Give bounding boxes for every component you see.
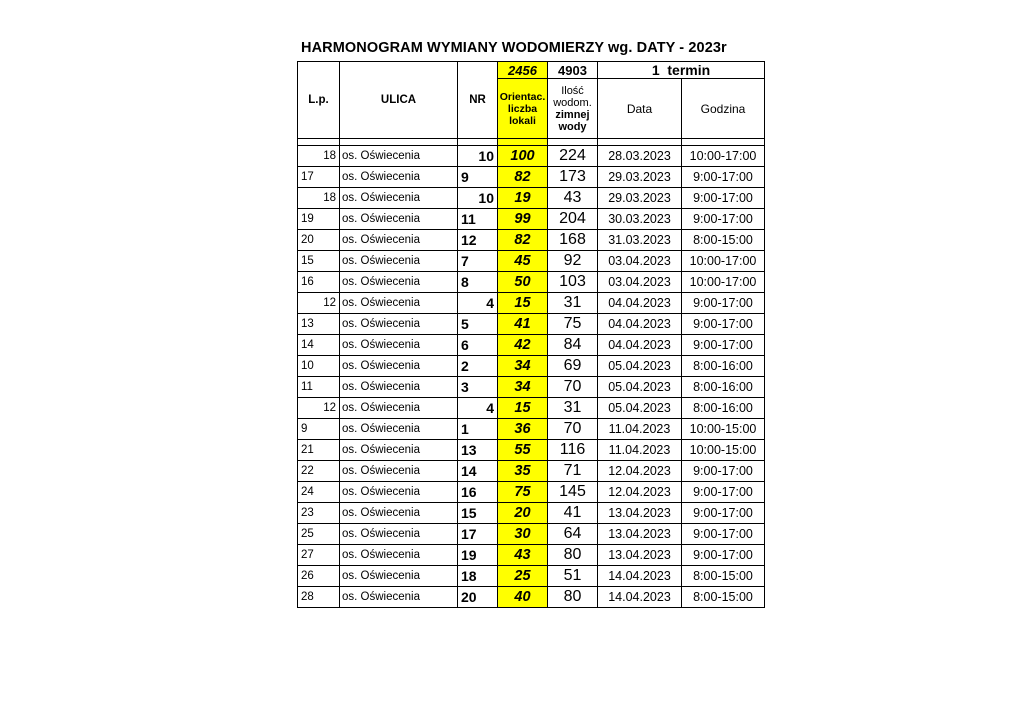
row-lp: 16 (298, 272, 340, 293)
header-nr: NR (458, 62, 498, 139)
header-data: Data (598, 79, 682, 139)
row-lp: 26 (298, 566, 340, 587)
row-nr: 10 (458, 188, 498, 209)
row-lokale: 42 (498, 335, 548, 356)
row-nr: 9 (458, 167, 498, 188)
row-hours: 9:00-17:00 (682, 482, 765, 503)
table-row (298, 209, 765, 230)
row-lp: 9 (298, 419, 340, 440)
row-lokale: 43 (498, 545, 548, 566)
row-lp: 22 (298, 461, 340, 482)
row-street: os. Oświecenia (340, 482, 458, 503)
row-hours: 9:00-17:00 (682, 167, 765, 188)
row-street: os. Oświecenia (340, 230, 458, 251)
row-hours: 10:00-17:00 (682, 146, 765, 167)
row-nr: 11 (458, 209, 498, 230)
header-orientac (498, 79, 548, 139)
row-hours: 9:00-17:00 (682, 545, 765, 566)
row-nr: 17 (458, 524, 498, 545)
table-row (298, 545, 765, 566)
header-ilosc-line4: wody (558, 120, 587, 133)
row-date: 31.03.2023 (598, 230, 682, 251)
row-nr: 13 (458, 440, 498, 461)
row-wodomierze: 71 (548, 461, 598, 482)
table-row (298, 167, 765, 188)
row-date: 14.04.2023 (598, 587, 682, 608)
row-wodomierze: 70 (548, 419, 598, 440)
row-nr: 15 (458, 503, 498, 524)
table-row (298, 146, 765, 167)
header-ilosc-line2: wodom. (553, 96, 592, 109)
row-lokale: 50 (498, 272, 548, 293)
row-street: os. Oświecenia (340, 335, 458, 356)
row-date: 12.04.2023 (598, 461, 682, 482)
row-lokale: 34 (498, 377, 548, 398)
row-hours: 9:00-17:00 (682, 314, 765, 335)
header-ulica: ULICA (340, 62, 458, 139)
row-hours: 8:00-15:00 (682, 230, 765, 251)
row-hours: 8:00-16:00 (682, 398, 765, 419)
header-lp: L.p. (298, 62, 340, 139)
row-street: os. Oświecenia (340, 398, 458, 419)
row-wodomierze: 92 (548, 251, 598, 272)
row-lokale: 100 (498, 146, 548, 167)
header-ilosc-line1: Ilość (561, 84, 584, 97)
row-date: 13.04.2023 (598, 524, 682, 545)
row-lokale: 15 (498, 398, 548, 419)
row-nr: 6 (458, 335, 498, 356)
row-hours: 9:00-17:00 (682, 335, 765, 356)
row-lokale: 25 (498, 566, 548, 587)
table-row (298, 566, 765, 587)
row-lokale: 82 (498, 167, 548, 188)
row-nr: 14 (458, 461, 498, 482)
row-street: os. Oświecenia (340, 167, 458, 188)
row-wodomierze: 41 (548, 503, 598, 524)
row-lp: 19 (298, 209, 340, 230)
row-street: os. Oświecenia (340, 293, 458, 314)
table-row (298, 482, 765, 503)
row-lokale: 41 (498, 314, 548, 335)
row-hours: 8:00-16:00 (682, 377, 765, 398)
row-wodomierze: 116 (548, 440, 598, 461)
row-street: os. Oświecenia (340, 419, 458, 440)
row-wodomierze: 168 (548, 230, 598, 251)
row-lp: 12 (298, 293, 340, 314)
header-orientac-line3: lokali (509, 114, 536, 127)
header-orientac-line2: liczba (507, 102, 538, 115)
row-date: 28.03.2023 (598, 146, 682, 167)
header-godzina: Godzina (682, 79, 765, 139)
row-date: 30.03.2023 (598, 209, 682, 230)
row-wodomierze: 173 (548, 167, 598, 188)
row-street: os. Oświecenia (340, 146, 458, 167)
row-nr: 10 (458, 146, 498, 167)
row-lokale: 45 (498, 251, 548, 272)
row-lp: 10 (298, 356, 340, 377)
row-date: 04.04.2023 (598, 335, 682, 356)
row-hours: 9:00-17:00 (682, 503, 765, 524)
row-lokale: 75 (498, 482, 548, 503)
row-nr: 5 (458, 314, 498, 335)
header-orientac-line1: Orientac. (499, 90, 546, 103)
row-hours: 10:00-17:00 (682, 272, 765, 293)
row-date: 04.04.2023 (598, 293, 682, 314)
row-hours: 10:00-15:00 (682, 440, 765, 461)
total-lokali: 2456 (498, 62, 548, 79)
row-lp: 20 (298, 230, 340, 251)
table-row (298, 587, 765, 608)
table-row (298, 230, 765, 251)
row-street: os. Oświecenia (340, 440, 458, 461)
row-wodomierze: 224 (548, 146, 598, 167)
row-date: 03.04.2023 (598, 251, 682, 272)
row-hours: 10:00-15:00 (682, 419, 765, 440)
row-wodomierze: 70 (548, 377, 598, 398)
row-date: 11.04.2023 (598, 419, 682, 440)
table-row (298, 440, 765, 461)
table-row (298, 398, 765, 419)
row-date: 13.04.2023 (598, 503, 682, 524)
row-street: os. Oświecenia (340, 545, 458, 566)
row-lokale: 19 (498, 188, 548, 209)
row-wodomierze: 43 (548, 188, 598, 209)
row-street: os. Oświecenia (340, 272, 458, 293)
row-street: os. Oświecenia (340, 356, 458, 377)
row-lokale: 20 (498, 503, 548, 524)
row-street: os. Oświecenia (340, 188, 458, 209)
row-lp: 25 (298, 524, 340, 545)
table-row (298, 419, 765, 440)
table-row (298, 461, 765, 482)
row-nr: 4 (458, 293, 498, 314)
row-nr: 7 (458, 251, 498, 272)
row-hours: 8:00-15:00 (682, 587, 765, 608)
row-lp: 21 (298, 440, 340, 461)
row-lp: 24 (298, 482, 340, 503)
row-nr: 1 (458, 419, 498, 440)
row-lp: 17 (298, 167, 340, 188)
row-hours: 9:00-17:00 (682, 524, 765, 545)
table-row (298, 251, 765, 272)
table-row (298, 188, 765, 209)
row-lokale: 30 (498, 524, 548, 545)
row-hours: 8:00-16:00 (682, 356, 765, 377)
row-street: os. Oświecenia (340, 251, 458, 272)
row-date: 05.04.2023 (598, 398, 682, 419)
row-wodomierze: 84 (548, 335, 598, 356)
termin-header: 1 termin (598, 62, 765, 79)
row-wodomierze: 103 (548, 272, 598, 293)
row-lokale: 34 (498, 356, 548, 377)
row-date: 29.03.2023 (598, 167, 682, 188)
table-row (298, 314, 765, 335)
row-lokale: 35 (498, 461, 548, 482)
row-date: 04.04.2023 (598, 314, 682, 335)
row-date: 05.04.2023 (598, 377, 682, 398)
row-lp: 11 (298, 377, 340, 398)
row-lokale: 55 (498, 440, 548, 461)
row-lp: 15 (298, 251, 340, 272)
row-hours: 9:00-17:00 (682, 209, 765, 230)
row-wodomierze: 75 (548, 314, 598, 335)
row-nr: 3 (458, 377, 498, 398)
row-nr: 8 (458, 272, 498, 293)
row-lokale: 82 (498, 230, 548, 251)
table-row (298, 377, 765, 398)
schedule-table (297, 61, 765, 608)
row-lp: 18 (298, 146, 340, 167)
row-wodomierze: 31 (548, 398, 598, 419)
row-street: os. Oświecenia (340, 314, 458, 335)
row-lp: 13 (298, 314, 340, 335)
row-date: 05.04.2023 (598, 356, 682, 377)
document-title: HARMONOGRAM WYMIANY WODOMIERZY wg. DATY - 2023r (301, 40, 727, 56)
row-street: os. Oświecenia (340, 209, 458, 230)
table-row (298, 335, 765, 356)
total-wodomierzy: 4903 (548, 62, 598, 79)
row-nr: 19 (458, 545, 498, 566)
row-hours: 9:00-17:00 (682, 461, 765, 482)
row-lokale: 15 (498, 293, 548, 314)
row-date: 03.04.2023 (598, 272, 682, 293)
row-wodomierze: 80 (548, 587, 598, 608)
row-date: 12.04.2023 (598, 482, 682, 503)
row-lp: 12 (298, 398, 340, 419)
row-wodomierze: 80 (548, 545, 598, 566)
row-street: os. Oświecenia (340, 377, 458, 398)
row-lp: 28 (298, 587, 340, 608)
row-street: os. Oświecenia (340, 461, 458, 482)
row-nr: 4 (458, 398, 498, 419)
row-nr: 12 (458, 230, 498, 251)
table-row (298, 293, 765, 314)
table-row (298, 272, 765, 293)
row-nr: 2 (458, 356, 498, 377)
row-wodomierze: 145 (548, 482, 598, 503)
row-nr: 16 (458, 482, 498, 503)
row-lp: 27 (298, 545, 340, 566)
row-street: os. Oświecenia (340, 566, 458, 587)
row-street: os. Oświecenia (340, 503, 458, 524)
row-date: 11.04.2023 (598, 440, 682, 461)
row-date: 14.04.2023 (598, 566, 682, 587)
row-date: 29.03.2023 (598, 188, 682, 209)
table-row (298, 524, 765, 545)
row-street: os. Oświecenia (340, 587, 458, 608)
row-nr: 20 (458, 587, 498, 608)
row-wodomierze: 204 (548, 209, 598, 230)
row-nr: 18 (458, 566, 498, 587)
row-date: 13.04.2023 (598, 545, 682, 566)
row-lp: 23 (298, 503, 340, 524)
row-hours: 10:00-17:00 (682, 251, 765, 272)
row-wodomierze: 31 (548, 293, 598, 314)
row-lp: 14 (298, 335, 340, 356)
row-lokale: 40 (498, 587, 548, 608)
row-wodomierze: 69 (548, 356, 598, 377)
row-street: os. Oświecenia (340, 524, 458, 545)
row-wodomierze: 51 (548, 566, 598, 587)
row-hours: 9:00-17:00 (682, 188, 765, 209)
table-row (298, 503, 765, 524)
row-lp: 18 (298, 188, 340, 209)
row-wodomierze: 64 (548, 524, 598, 545)
row-hours: 8:00-15:00 (682, 566, 765, 587)
header-ilosc-line3: zimnej (555, 108, 590, 121)
row-hours: 9:00-17:00 (682, 293, 765, 314)
table-row (298, 356, 765, 377)
row-lokale: 36 (498, 419, 548, 440)
row-lokale: 99 (498, 209, 548, 230)
header-ilosc (548, 79, 598, 139)
